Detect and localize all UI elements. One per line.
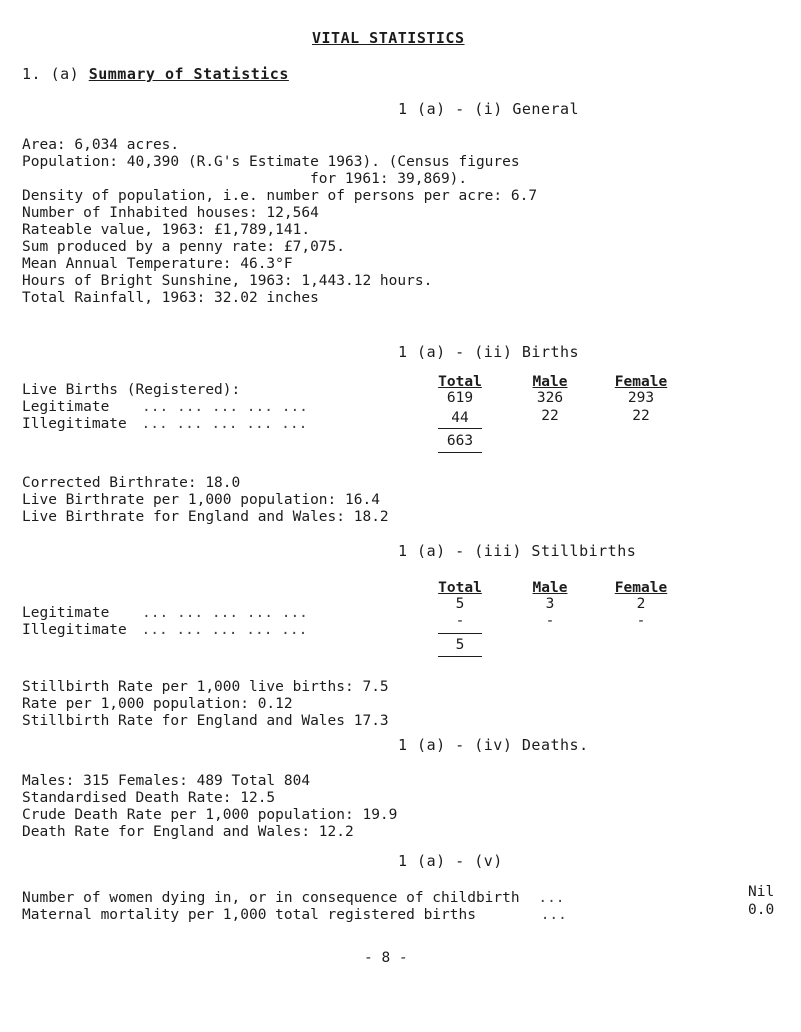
general-line: Number of Inhabited houses: 12,564 xyxy=(22,205,319,221)
sum-rule xyxy=(438,633,482,634)
sum-rule xyxy=(438,656,482,657)
births-heading: 1 (a) - (ii) Births xyxy=(398,343,580,361)
general-line: Rateable value, 1963: £1,789,141. xyxy=(22,222,311,238)
maternal-row xyxy=(22,907,567,924)
deaths-heading: 1 (a) - (iv) Deaths. xyxy=(398,736,589,754)
leader-dots: ... xyxy=(538,890,565,906)
table-row xyxy=(22,605,308,622)
births-legit-male: 326 xyxy=(536,390,564,406)
table-row xyxy=(22,622,307,639)
sum-rule xyxy=(438,452,482,453)
births-col-total: Total xyxy=(438,374,482,390)
general-line: for 1961: 39,869). xyxy=(310,171,468,187)
general-block xyxy=(22,137,537,307)
maternal-mortality-value: 0.0 xyxy=(748,902,775,918)
section-number: 1. (a) xyxy=(22,65,80,83)
stillbirths-legit-female: 2 xyxy=(636,596,646,612)
sum-rule xyxy=(438,428,482,429)
general-line: Mean Annual Temperature: 46.3°F xyxy=(22,256,293,272)
births-legit-female: 293 xyxy=(627,390,655,406)
births-legit-total: 619 xyxy=(446,390,474,406)
stillbirths-col-female: Female xyxy=(614,580,668,596)
deaths-line: Death Rate for England and Wales: 12.2 xyxy=(22,824,354,840)
row-label: Illegitimate xyxy=(22,416,127,432)
stillbirths-note: Stillbirth Rate for England and Wales 17.3 xyxy=(22,713,389,729)
stillbirths-sum-total: 5 xyxy=(455,637,465,653)
stillbirths-legit-male: 3 xyxy=(545,596,555,612)
births-col-female: Female xyxy=(614,374,668,390)
maternal-row xyxy=(22,890,565,907)
stillbirths-notes xyxy=(22,679,389,730)
section-heading xyxy=(22,66,289,83)
births-note: Live Birthrate per 1,000 population: 16.4 xyxy=(22,492,380,508)
general-line: Area: 6,034 acres. xyxy=(22,137,180,153)
leader-dots: ... ... ... ... ... xyxy=(141,622,308,638)
leader-dots: ... xyxy=(540,907,567,923)
births-label: Live Births (Registered): xyxy=(22,382,241,398)
births-notes xyxy=(22,475,389,526)
deaths-line: Males: 315 Females: 489 Total 804 xyxy=(22,773,311,789)
stillbirths-illegit-total: - xyxy=(455,613,465,629)
births-illegit-total: 44 xyxy=(451,410,469,426)
leader-dots: ... ... ... ... ... xyxy=(142,399,308,415)
births-illegit-male: 22 xyxy=(541,408,559,424)
deaths-block xyxy=(22,773,397,841)
section-title: Summary of Statistics xyxy=(88,65,289,83)
stillbirths-heading: 1 (a) - (iii) Stillbirths xyxy=(398,542,637,560)
general-line: Total Rainfall, 1963: 32.02 inches xyxy=(22,290,319,306)
general-line: Sum produced by a penny rate: £7,075. xyxy=(22,239,346,255)
leader-dots: ... ... ... ... ... xyxy=(142,605,308,621)
deaths-line: Crude Death Rate per 1,000 population: 19.9 xyxy=(22,807,398,823)
leader-dots: ... ... ... ... ... xyxy=(141,416,308,432)
general-line: Population: 40,390 (R.G's Estimate 1963). (Census figures xyxy=(22,154,520,170)
maternal-heading: 1 (a) - (v) xyxy=(398,852,503,870)
row-label: Number of women dying in, or in consequence of childbirth xyxy=(22,890,520,906)
stillbirths-illegit-male: - xyxy=(545,613,555,629)
stillbirths-illegit-female: - xyxy=(636,613,646,629)
row-label: Legitimate xyxy=(22,399,110,415)
stillbirths-legit-total: 5 xyxy=(455,596,465,612)
births-note: Live Birthrate for England and Wales: 18.2 xyxy=(22,509,389,525)
row-label: Legitimate xyxy=(22,605,110,621)
table-row xyxy=(22,399,308,416)
births-illegit-female: 22 xyxy=(632,408,650,424)
row-label: Maternal mortality per 1,000 total registered births xyxy=(22,907,476,923)
page-number: - 8 - xyxy=(364,950,408,966)
births-col-male: Male xyxy=(532,374,568,390)
page-title: VITAL STATISTICS xyxy=(312,29,465,47)
stillbirths-col-male: Male xyxy=(532,580,568,596)
births-sum-total: 663 xyxy=(446,433,474,449)
general-line: Density of population, i.e. number of persons per acre: 6.7 xyxy=(22,188,538,204)
births-note: Corrected Birthrate: 18.0 xyxy=(22,475,241,491)
stillbirths-col-total: Total xyxy=(438,580,482,596)
row-label: Illegitimate xyxy=(22,622,127,638)
general-line: Hours of Bright Sunshine, 1963: 1,443.12 hours. xyxy=(22,273,433,289)
stillbirths-note: Stillbirth Rate per 1,000 live births: 7.5 xyxy=(22,679,389,695)
deaths-line: Standardised Death Rate: 12.5 xyxy=(22,790,276,806)
maternal-deaths-value: Nil xyxy=(748,884,775,900)
stillbirths-note: Rate per 1,000 population: 0.12 xyxy=(22,696,293,712)
general-heading: 1 (a) - (i) General xyxy=(398,100,580,118)
table-row xyxy=(22,416,307,433)
